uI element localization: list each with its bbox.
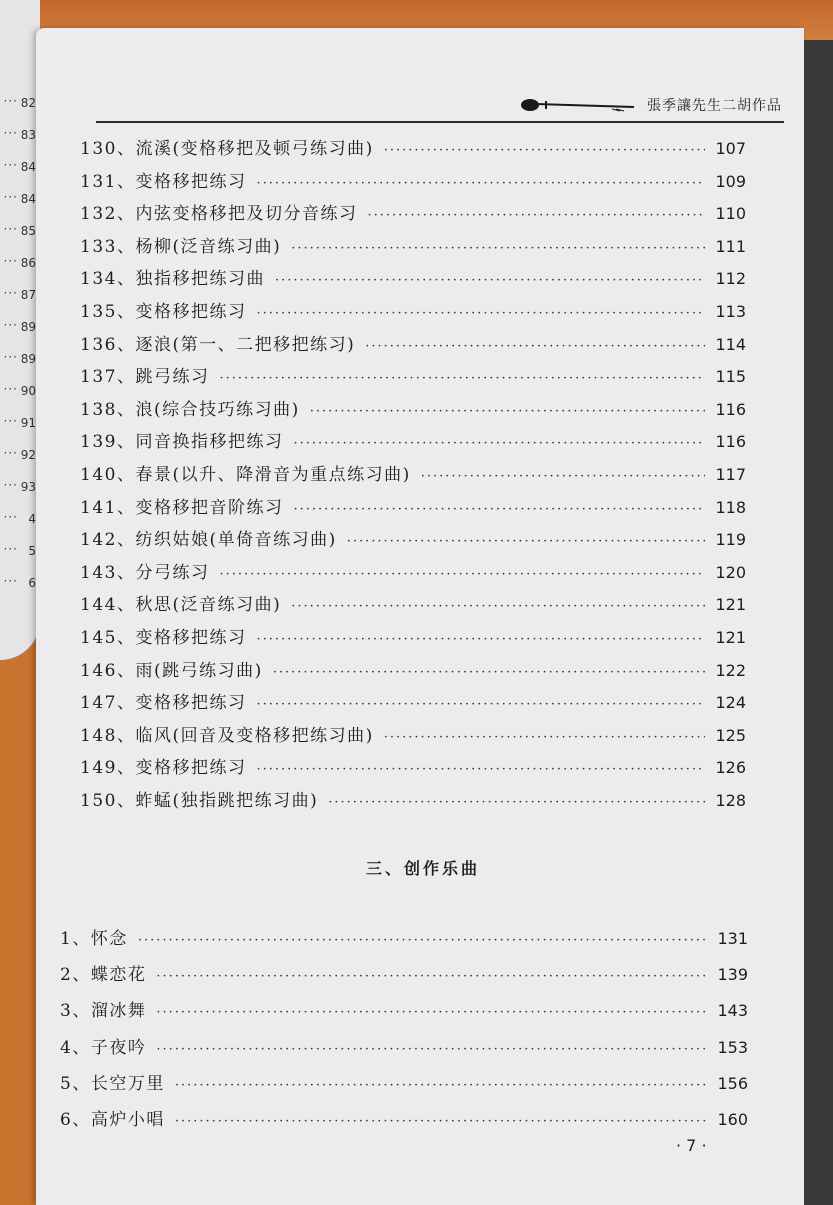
toc-entry-page: 111 — [715, 236, 746, 256]
previous-page-number: 84 — [20, 192, 36, 206]
previous-page-number: 82 — [20, 96, 36, 110]
dot-leader: ··· — [3, 478, 18, 492]
toc-entry — [60, 1105, 748, 1130]
toc-entry-page: 113 — [715, 302, 746, 321]
toc-entry-title: 140、春景(以升、降滑音为重点练习曲) — [80, 465, 411, 485]
toc-entry-page: 160 — [717, 1110, 748, 1129]
previous-page-number: 90 — [20, 384, 36, 398]
toc-entry-title: 133、杨柳(泛音练习曲) — [80, 236, 282, 257]
section-heading: 三、创作乐曲 — [366, 859, 481, 878]
toc-entry-page: 143 — [717, 1001, 748, 1021]
toc-entry-title: 136、逐浪(第一、二把移把练习) — [80, 334, 356, 355]
toc-entry-title: 141、变格移把音阶练习 — [80, 497, 284, 518]
book-cover-edge — [801, 40, 833, 1205]
previous-page-number: 92 — [20, 448, 36, 462]
previous-page-edge — [0, 0, 40, 660]
dot-leader: ··· — [3, 510, 18, 524]
dot-leader: ··· — [3, 574, 18, 588]
toc-entry-title: 131、变格移把练习 — [80, 171, 247, 192]
toc-entry-title: 132、内弦变格移把及切分音练习 — [80, 204, 358, 225]
dot-leader: ··· — [3, 126, 18, 140]
toc-entry-title: 142、纺织姑娘(单倚音练习曲) — [80, 530, 337, 551]
toc-entry-title: 148、临风(回音及变格移把练习曲) — [80, 725, 374, 746]
toc-page — [36, 28, 804, 1205]
toc-entry-title: 150、蚱蜢(独指跳把练习曲) — [80, 791, 319, 811]
toc-entry-page: 128 — [715, 791, 746, 810]
dot-leader: ··· — [3, 190, 18, 204]
previous-page-number: 89 — [20, 320, 36, 334]
toc-entry-title: 130、流溪(变格移把及顿弓练习曲) — [80, 139, 374, 159]
toc-entry-page: 115 — [715, 367, 746, 387]
previous-page-number: 83 — [20, 128, 36, 142]
dot-leader: ··· — [3, 158, 18, 172]
toc-entry-page: 107 — [715, 139, 746, 158]
toc-entry-title: 137、跳弓练习 — [80, 367, 210, 388]
dot-leader: ··· — [3, 286, 18, 300]
toc-entry-page: 119 — [715, 530, 746, 550]
previous-page-number: 5 — [28, 544, 36, 558]
previous-page-number: 4 — [28, 512, 36, 526]
toc-entry-page: 131 — [717, 929, 748, 948]
toc-entry-title: 5、长空万里 — [60, 1073, 165, 1094]
toc-entry-title: 135、变格移把练习 — [80, 302, 247, 322]
dot-leader: ··· — [3, 350, 18, 364]
toc-entry-page: 156 — [717, 1073, 748, 1093]
page-number: · 7 · — [676, 1136, 707, 1155]
toc-entry-title: 143、分弓练习 — [80, 562, 210, 583]
dot-leader: ··· — [3, 94, 18, 108]
toc-entry-title: 139、同音换指移把练习 — [80, 432, 284, 453]
toc-entry-title: 147、变格移把练习 — [80, 693, 247, 714]
dot-leader: ··· — [3, 222, 18, 236]
header-title: 張季讓先生二胡作品 — [647, 98, 782, 114]
previous-page-number: 85 — [20, 224, 36, 238]
toc-entry-page: 117 — [715, 465, 746, 484]
dot-leader: ··· — [3, 446, 18, 460]
toc-entry-page: 121 — [715, 595, 746, 615]
previous-page-number: 91 — [20, 416, 36, 430]
previous-page-number: 6 — [28, 576, 36, 590]
previous-page-number: 89 — [20, 352, 36, 366]
toc-entry-title: 3、溜冰舞 — [60, 1001, 147, 1022]
dot-leader: ··· — [3, 542, 18, 556]
toc-entry — [60, 1033, 748, 1058]
toc-entry-title: 134、独指移把练习曲 — [80, 269, 265, 290]
dot-leader — [156, 969, 707, 984]
toc-entry-title: 144、秋思(泛音练习曲) — [80, 595, 282, 616]
dot-leader — [138, 933, 708, 948]
toc-entry-title: 2、蝶恋花 — [60, 965, 147, 986]
toc-entry-page: 126 — [715, 758, 746, 778]
dot-leader — [156, 1005, 707, 1020]
toc-entry-title: 138、浪(综合技巧练习曲) — [80, 399, 300, 420]
section-toc-list — [36, 28, 804, 1205]
toc-entry-page: 110 — [715, 204, 746, 224]
toc-entry-page: 114 — [715, 334, 746, 354]
toc-entry-page: 124 — [715, 693, 746, 713]
dot-leader — [175, 1078, 708, 1093]
toc-entry-page: 121 — [715, 628, 746, 647]
toc-entry-title: 1、怀念 — [60, 929, 128, 949]
dot-leader — [156, 1042, 707, 1057]
toc-entry — [60, 960, 748, 985]
toc-entry-page: 139 — [717, 965, 748, 985]
toc-entry-page: 120 — [715, 562, 746, 582]
toc-entry-page: 153 — [717, 1037, 748, 1057]
previous-page-number: 93 — [20, 480, 36, 494]
toc-entry-page: 116 — [715, 432, 746, 452]
toc-entry-title: 4、子夜吟 — [60, 1037, 147, 1058]
toc-entry-title: 146、雨(跳弓练习曲) — [80, 660, 263, 681]
dot-leader — [175, 1114, 708, 1129]
toc-entry-title: 145、变格移把练习 — [80, 628, 247, 648]
toc-entry — [60, 924, 748, 949]
toc-entry — [60, 996, 748, 1021]
toc-entry-page: 118 — [715, 497, 746, 517]
toc-entry-page: 122 — [715, 660, 746, 680]
dot-leader: ··· — [3, 414, 18, 428]
dot-leader: ··· — [3, 254, 18, 268]
previous-page-number: 87 — [20, 288, 36, 302]
dot-leader: ··· — [3, 382, 18, 396]
toc-entry-title: 6、高炉小唱 — [60, 1110, 165, 1130]
previous-page-number: 86 — [20, 256, 36, 270]
toc-entry-title: 149、变格移把练习 — [80, 758, 247, 779]
toc-entry-page: 125 — [715, 725, 746, 745]
previous-page-number: 84 — [20, 160, 36, 174]
toc-entry-page: 109 — [715, 171, 746, 191]
toc-entry — [60, 1069, 748, 1094]
dot-leader: ··· — [3, 318, 18, 332]
toc-entry-page: 112 — [715, 269, 746, 289]
toc-entry-page: 116 — [715, 399, 746, 419]
